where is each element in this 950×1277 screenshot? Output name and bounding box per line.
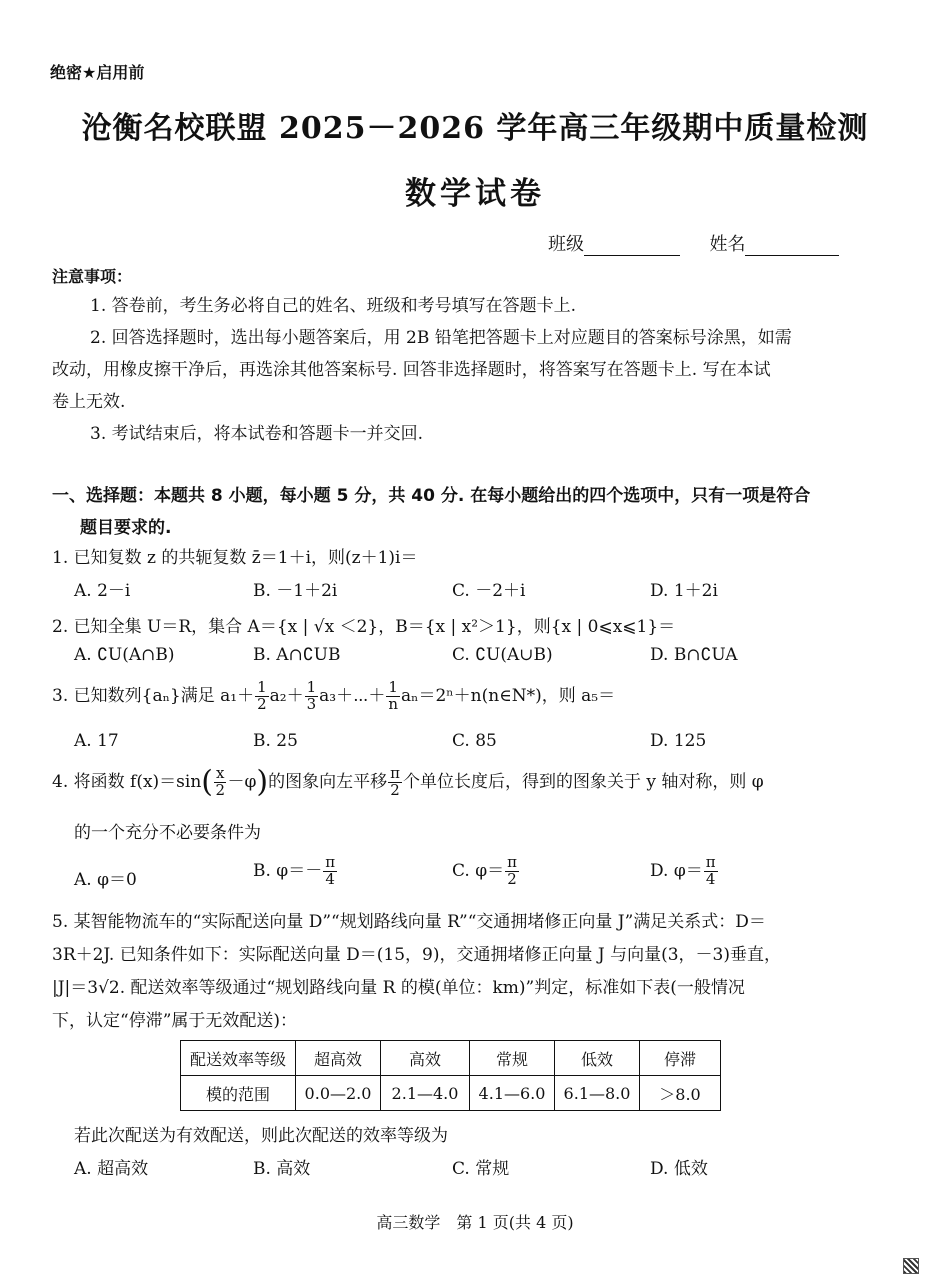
q4-option-a: A. φ＝0 <box>74 870 137 890</box>
q3-text-d: aₙ＝2ⁿ＋n(n∈N*)，则 a₅＝ <box>400 685 616 706</box>
table-cell: 2.1—4.0 <box>381 1076 470 1111</box>
q4-option-c <box>452 855 520 888</box>
q2-option-d: D. B∩∁UA <box>650 645 738 665</box>
q4-right-paren: ) <box>256 764 269 800</box>
q4-inner-rest: －φ <box>227 771 257 792</box>
q4-inner-den: 2 <box>215 780 225 799</box>
q4-optc-den: 2 <box>507 869 517 888</box>
table-cell: 0.0—2.0 <box>296 1076 381 1111</box>
q4-optb-fraction <box>323 855 337 888</box>
q5-option-c: C. 常规 <box>452 1159 510 1179</box>
table-cell: 超高效 <box>296 1041 381 1076</box>
q3-option-d: D. 125 <box>650 731 707 751</box>
q4-inner-num: x <box>216 764 225 782</box>
q4-text-b: 的图象向左平移 <box>268 771 388 792</box>
q4-optb-den: 4 <box>325 869 335 888</box>
q5-option-a: A. 超高效 <box>74 1159 149 1179</box>
table-header-row <box>181 1041 721 1076</box>
q4-text-c: 个单位长度后，得到的图象关于 y 轴对称，则 φ <box>402 771 764 792</box>
q3-frac1-den: 2 <box>257 694 267 713</box>
q3-option-c: C. 85 <box>452 731 497 751</box>
page-footer: 高三数学 第 1 页(共 4 页) <box>376 1213 574 1232</box>
q3-frac2-num: 1 <box>306 678 317 696</box>
table-cell: 停滞 <box>640 1041 721 1076</box>
q3-fraction-2 <box>305 680 319 713</box>
note-item-1: 1. 答卷前，考生务必将自己的姓名、班级和考号填写在答题卡上. <box>90 296 577 316</box>
q5-option-d: D. 低效 <box>650 1159 708 1179</box>
question-5-prompt: 若此次配送为有效配送，则此次配送的效率等级为 <box>74 1126 448 1146</box>
q1-option-b: B. －1＋2i <box>253 581 338 601</box>
q4-optd-fraction <box>704 855 718 888</box>
table-cell: 模的范围 <box>181 1076 296 1111</box>
table-cell: 常规 <box>470 1041 555 1076</box>
q2-option-b: B. A∩∁UB <box>253 645 341 665</box>
q4-optd-text: D. φ＝ <box>650 860 703 881</box>
note-item-3: 3. 考试结束后，将本试卷和答题卡一并交回. <box>90 424 424 444</box>
q3-text-c: a₃＋⋯＋ <box>319 685 386 706</box>
q4-optc-text: C. φ＝ <box>452 860 505 881</box>
section-1-heading-cont: 题目要求的. <box>80 518 172 538</box>
question-5-line-4: 下，认定“停滞”属于无效配送)： <box>52 1011 298 1031</box>
class-blank <box>584 233 680 256</box>
q4-left-paren: ( <box>201 764 213 800</box>
notes-heading: 注意事项： <box>52 267 133 286</box>
q3-frac3-den: n <box>388 694 399 713</box>
table-cell: 6.1—8.0 <box>555 1076 640 1111</box>
q4-text-a: 4. 将函数 f(x)＝sin <box>52 771 202 792</box>
q5-option-b: B. 高效 <box>253 1159 311 1179</box>
q3-fraction-3 <box>386 680 400 713</box>
question-5-line-1: 5. 某智能物流车的“实际配送向量 D”“规划路线向量 R”“交通拥堵修正向量 J”满足关系式：D＝ <box>52 912 766 932</box>
q4-option-b <box>253 855 338 888</box>
q3-frac3-num: 1 <box>388 678 398 696</box>
question-5-line-2: 3R＋2J. 已知条件如下：实际配送向量 D＝(15，9)，交通拥堵修正向量 J 与向量(3，－3)垂直， <box>52 945 781 965</box>
table-cell: 低效 <box>555 1041 640 1076</box>
q4-optb-num: π <box>325 853 336 871</box>
question-4-line-2: 的一个充分不必要条件为 <box>74 823 261 843</box>
student-info-fields <box>548 230 839 256</box>
q3-frac2-den: 3 <box>306 694 317 713</box>
q3-text-b: a₂＋ <box>269 685 304 706</box>
name-blank <box>745 233 839 256</box>
q4-shift-num: π <box>390 764 400 782</box>
q3-fraction-1 <box>255 680 269 713</box>
q4-optc-num: π <box>507 853 517 871</box>
q3-option-a: A. 17 <box>74 731 119 751</box>
exam-title: 沧衡名校联盟 2025－2026 学年高三年级期中质量检测 <box>81 111 869 146</box>
q1-option-d: D. 1＋2i <box>650 581 718 601</box>
q4-optc-fraction <box>505 855 519 888</box>
table-cell: 高效 <box>381 1041 470 1076</box>
confidential-label: 绝密★启用前 <box>50 63 145 82</box>
q1-option-a: A. 2－i <box>74 581 131 601</box>
q4-optb-text: B. φ＝－ <box>253 860 323 881</box>
q4-inner-fraction <box>214 766 226 799</box>
qr-code-icon <box>903 1258 919 1274</box>
q4-shift-fraction <box>388 766 402 799</box>
q2-option-c: C. ∁U(A∪B) <box>452 645 553 665</box>
q4-option-d <box>650 855 719 888</box>
q3-text-a: 3. 已知数列{aₙ}满足 a₁＋ <box>52 685 255 706</box>
note-item-2-line-2: 改动，用橡皮擦干净后，再选涂其他答案标号. 回答非选择题时，将答案写在答题卡上. 写在本试 <box>52 360 771 380</box>
q4-optd-num: π <box>705 853 716 871</box>
table-cell: 配送效率等级 <box>181 1041 296 1076</box>
question-1-stem: 1. 已知复数 z 的共轭复数 z̄＝1＋i，则(z＋1)i＝ <box>52 548 418 568</box>
section-1-heading: 一、选择题：本题共 8 小题，每小题 5 分，共 40 分. 在每小题给出的四个选项中，只有一项是符合 <box>52 486 811 506</box>
exam-subtitle: 数学试卷 <box>405 176 545 212</box>
q3-option-b: B. 25 <box>253 731 298 751</box>
q1-option-c: C. －2＋i <box>452 581 526 601</box>
q3-frac1-num: 1 <box>257 678 267 696</box>
q4-optd-den: 4 <box>705 869 716 888</box>
q4-shift-den: 2 <box>390 780 400 799</box>
question-3-stem <box>52 680 615 713</box>
name-label: 姓名 <box>709 234 746 255</box>
efficiency-grade-table <box>180 1040 721 1111</box>
table-row <box>181 1076 721 1111</box>
table-cell: ＞8.0 <box>640 1076 721 1111</box>
table-cell: 4.1—6.0 <box>470 1076 555 1111</box>
class-label: 班级 <box>548 234 584 255</box>
question-5-line-3: |J|＝3√2. 配送效率等级通过“规划路线向量 R 的模(单位：km)”判定，标准如下表(一般情况 <box>52 978 745 998</box>
q2-option-a: A. ∁U(A∩B) <box>74 645 175 665</box>
note-item-2-line-3: 卷上无效. <box>52 392 126 412</box>
question-2-stem: 2. 已知全集 U＝R，集合 A＝{x | √x ＜2}，B＝{x | x²＞1}，则{x | 0⩽x⩽1}＝ <box>52 617 676 637</box>
note-item-2-line-1: 2. 回答选择题时，选出每小题答案后，用 2B 铅笔把答题卡上对应题目的答案标号涂黑，如需 <box>90 328 792 348</box>
question-4-stem <box>52 766 764 799</box>
